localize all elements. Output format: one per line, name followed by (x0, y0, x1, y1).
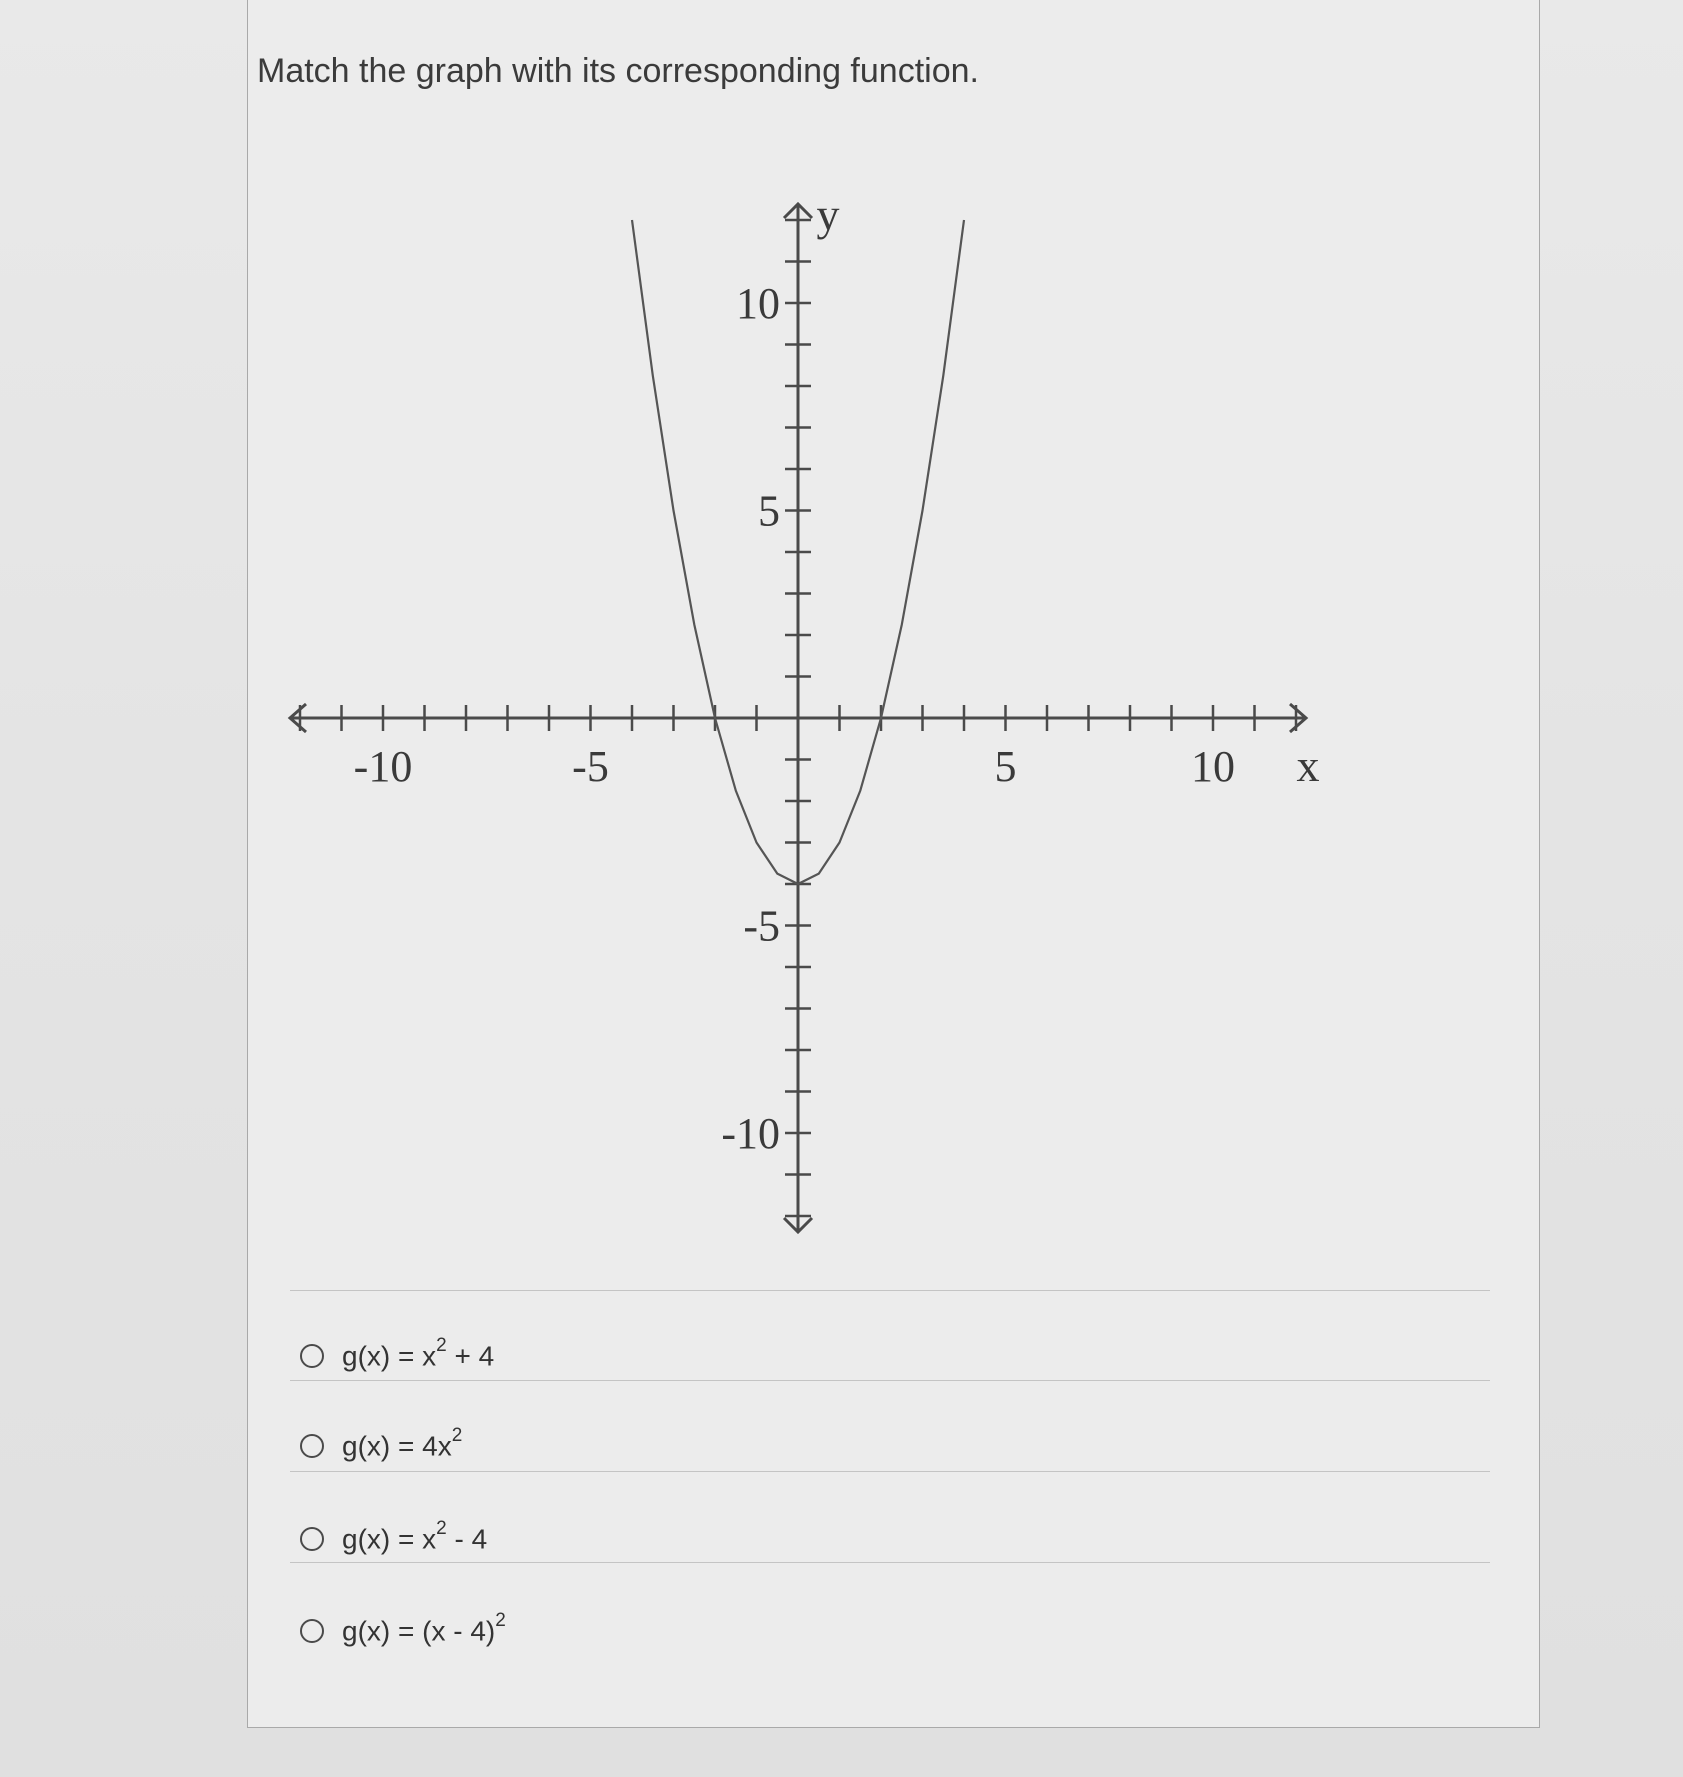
divider (290, 1380, 1490, 1381)
answer-option-4[interactable] (300, 1610, 506, 1647)
radio-button[interactable] (300, 1527, 324, 1551)
radio-button[interactable] (300, 1344, 324, 1368)
answer-option-3[interactable] (300, 1518, 488, 1555)
x-tick-label: 10 (1191, 742, 1235, 791)
divider (290, 1471, 1490, 1472)
y-tick-label: 10 (736, 279, 780, 328)
x-axis-label: x (1296, 740, 1320, 791)
option-label: $g(x) = x^2 + 4$ (342, 1335, 495, 1372)
axes (290, 204, 1306, 1232)
axis-tick-labels (354, 189, 1320, 1158)
radio-button[interactable] (300, 1434, 324, 1458)
divider (290, 1290, 1490, 1291)
x-tick-label: 5 (994, 742, 1017, 791)
y-tick-label: 5 (758, 486, 780, 536)
option-label: $g(x) = 4x^2$ (342, 1425, 463, 1462)
question-prompt: Match the graph with its corresponding function. (257, 52, 979, 90)
x-tick-label: -5 (572, 742, 609, 791)
y-tick-label: -10 (721, 1109, 780, 1158)
radio-button[interactable] (300, 1619, 324, 1643)
answer-option-2[interactable] (300, 1425, 463, 1462)
answer-option-1[interactable] (300, 1335, 495, 1372)
option-label: $g(x) = x^2 - 4$ (342, 1518, 488, 1555)
option-label: g(x) = (x - 4)$^2$ (342, 1610, 506, 1647)
y-tick-label: -5 (743, 901, 780, 951)
x-tick-label: -10 (353, 742, 413, 791)
y-axis-label: y (816, 189, 840, 240)
divider (290, 1562, 1490, 1563)
